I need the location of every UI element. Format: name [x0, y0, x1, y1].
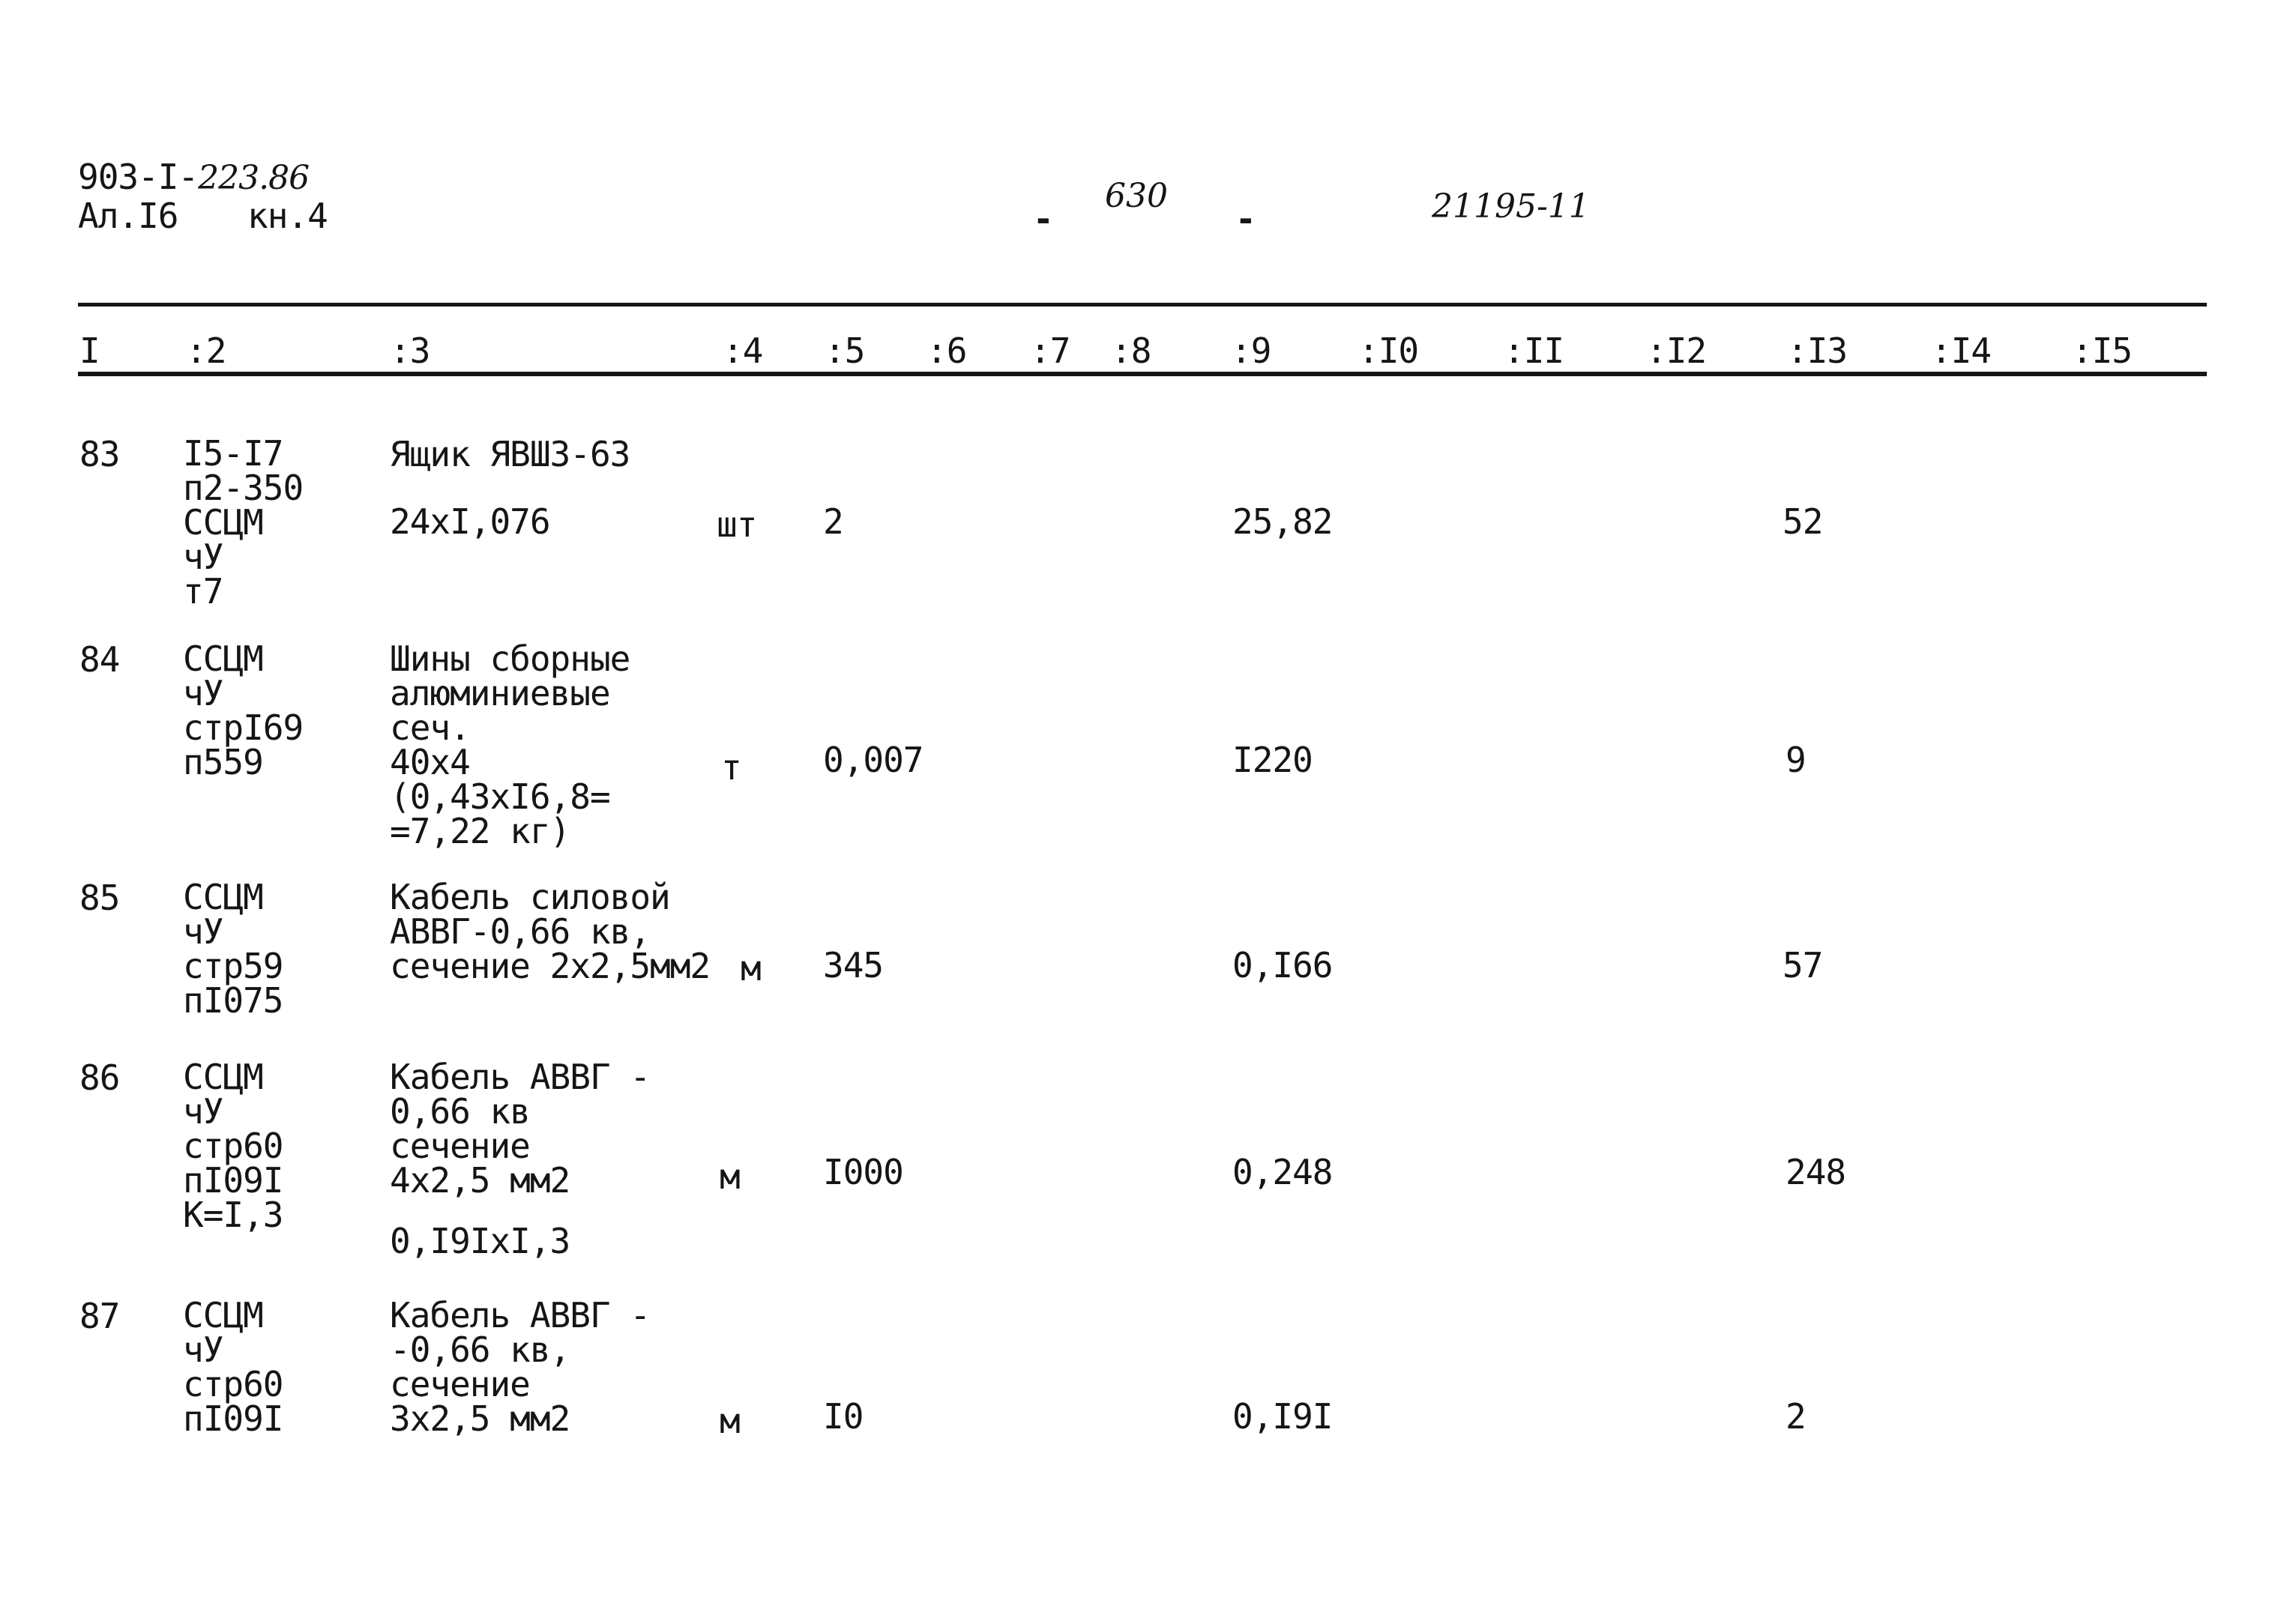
unit: м	[720, 1156, 740, 1197]
unit-price: 0,I66	[1232, 945, 1333, 985]
unit: т	[721, 747, 741, 788]
column-header: :II	[1504, 330, 1564, 371]
unit-price: 25,82	[1232, 501, 1333, 542]
item-name: Ящик ЯВШЗ-63	[390, 434, 630, 474]
column-header: I	[79, 330, 100, 371]
column-header: :5	[825, 330, 865, 371]
document-code-handwritten: 223.86	[198, 159, 310, 197]
column-header: :I5	[2072, 330, 2133, 371]
item-name: Кабель АВВГ - 0,66 кв сечение 4х2,5 мм2	[390, 1057, 651, 1201]
unit-price: I220	[1232, 740, 1313, 780]
column-header: :8	[1111, 330, 1151, 371]
page-dash-right: -	[1235, 199, 1256, 239]
column-header: :6	[926, 330, 967, 371]
document-code-typed: 903-I-	[78, 157, 199, 197]
row-number: 85	[79, 878, 120, 918]
total-cost: 248	[1786, 1152, 1846, 1192]
album-label: Ал.I6	[78, 196, 178, 236]
column-header: :I0	[1358, 330, 1419, 371]
unit-price: 0,248	[1232, 1152, 1333, 1192]
item-name: Кабель АВВГ - -0,66 кв, сечение 3х2,5 мм2	[390, 1295, 651, 1439]
norm-reference: ССЦМ чУ стр60 пI09I К=I,3	[183, 1057, 283, 1235]
page-dash-left: -	[1033, 199, 1053, 239]
archive-number: 21195-11	[1432, 187, 1590, 226]
item-name: Кабель силовой АВВГ-0,66 кв, сечение 2х2,5мм2	[390, 877, 711, 986]
norm-reference: ССЦМ чУ стр60 пI09I	[183, 1295, 283, 1439]
item-name: Шины сборные алюминиевые сеч. 40х4 (0,43хI6,8= =7,22 кг)	[390, 639, 630, 851]
row-number: 84	[79, 639, 120, 680]
unit: м	[720, 1401, 740, 1441]
norm-reference: I5-I7 п2-350 ССЦМ чУ т7	[183, 433, 304, 612]
total-cost: 57	[1783, 945, 1823, 985]
total-cost: 9	[1786, 740, 1806, 780]
total-cost: 52	[1783, 501, 1823, 542]
quantity: I0	[823, 1396, 864, 1437]
unit-price: 0,I9I	[1232, 1396, 1333, 1437]
column-header: :I3	[1787, 330, 1848, 371]
norm-reference: ССЦМ чУ стр59 пI075	[183, 877, 283, 1021]
column-header: :7	[1030, 330, 1070, 371]
quantity: 0,007	[823, 740, 923, 780]
column-header: :I2	[1646, 330, 1707, 371]
unit: м	[741, 948, 761, 988]
document-code	[78, 159, 309, 196]
quantity: 2	[823, 501, 843, 542]
row-number: 86	[79, 1057, 120, 1098]
row-number: 87	[79, 1296, 120, 1336]
column-header: :4	[723, 330, 763, 371]
quantity: 345	[823, 945, 884, 985]
norm-reference: ССЦМ чУ стрI69 п559	[183, 639, 304, 782]
header-top-rule	[78, 303, 2207, 307]
quantity: I000	[823, 1152, 903, 1192]
book-label: кн.4	[247, 196, 328, 236]
column-header: :I4	[1931, 330, 1992, 371]
page-number: 630	[1105, 177, 1168, 215]
column-header: :3	[390, 330, 430, 371]
column-header: :2	[186, 330, 226, 371]
total-cost: 2	[1786, 1396, 1806, 1437]
header-bottom-rule	[78, 372, 2207, 376]
item-specification: 24хI,076	[390, 501, 550, 542]
unit: шт	[717, 504, 757, 545]
row-number: 83	[79, 434, 120, 474]
item-specification: 0,I9IхI,3	[390, 1221, 570, 1261]
column-header: :9	[1231, 330, 1271, 371]
